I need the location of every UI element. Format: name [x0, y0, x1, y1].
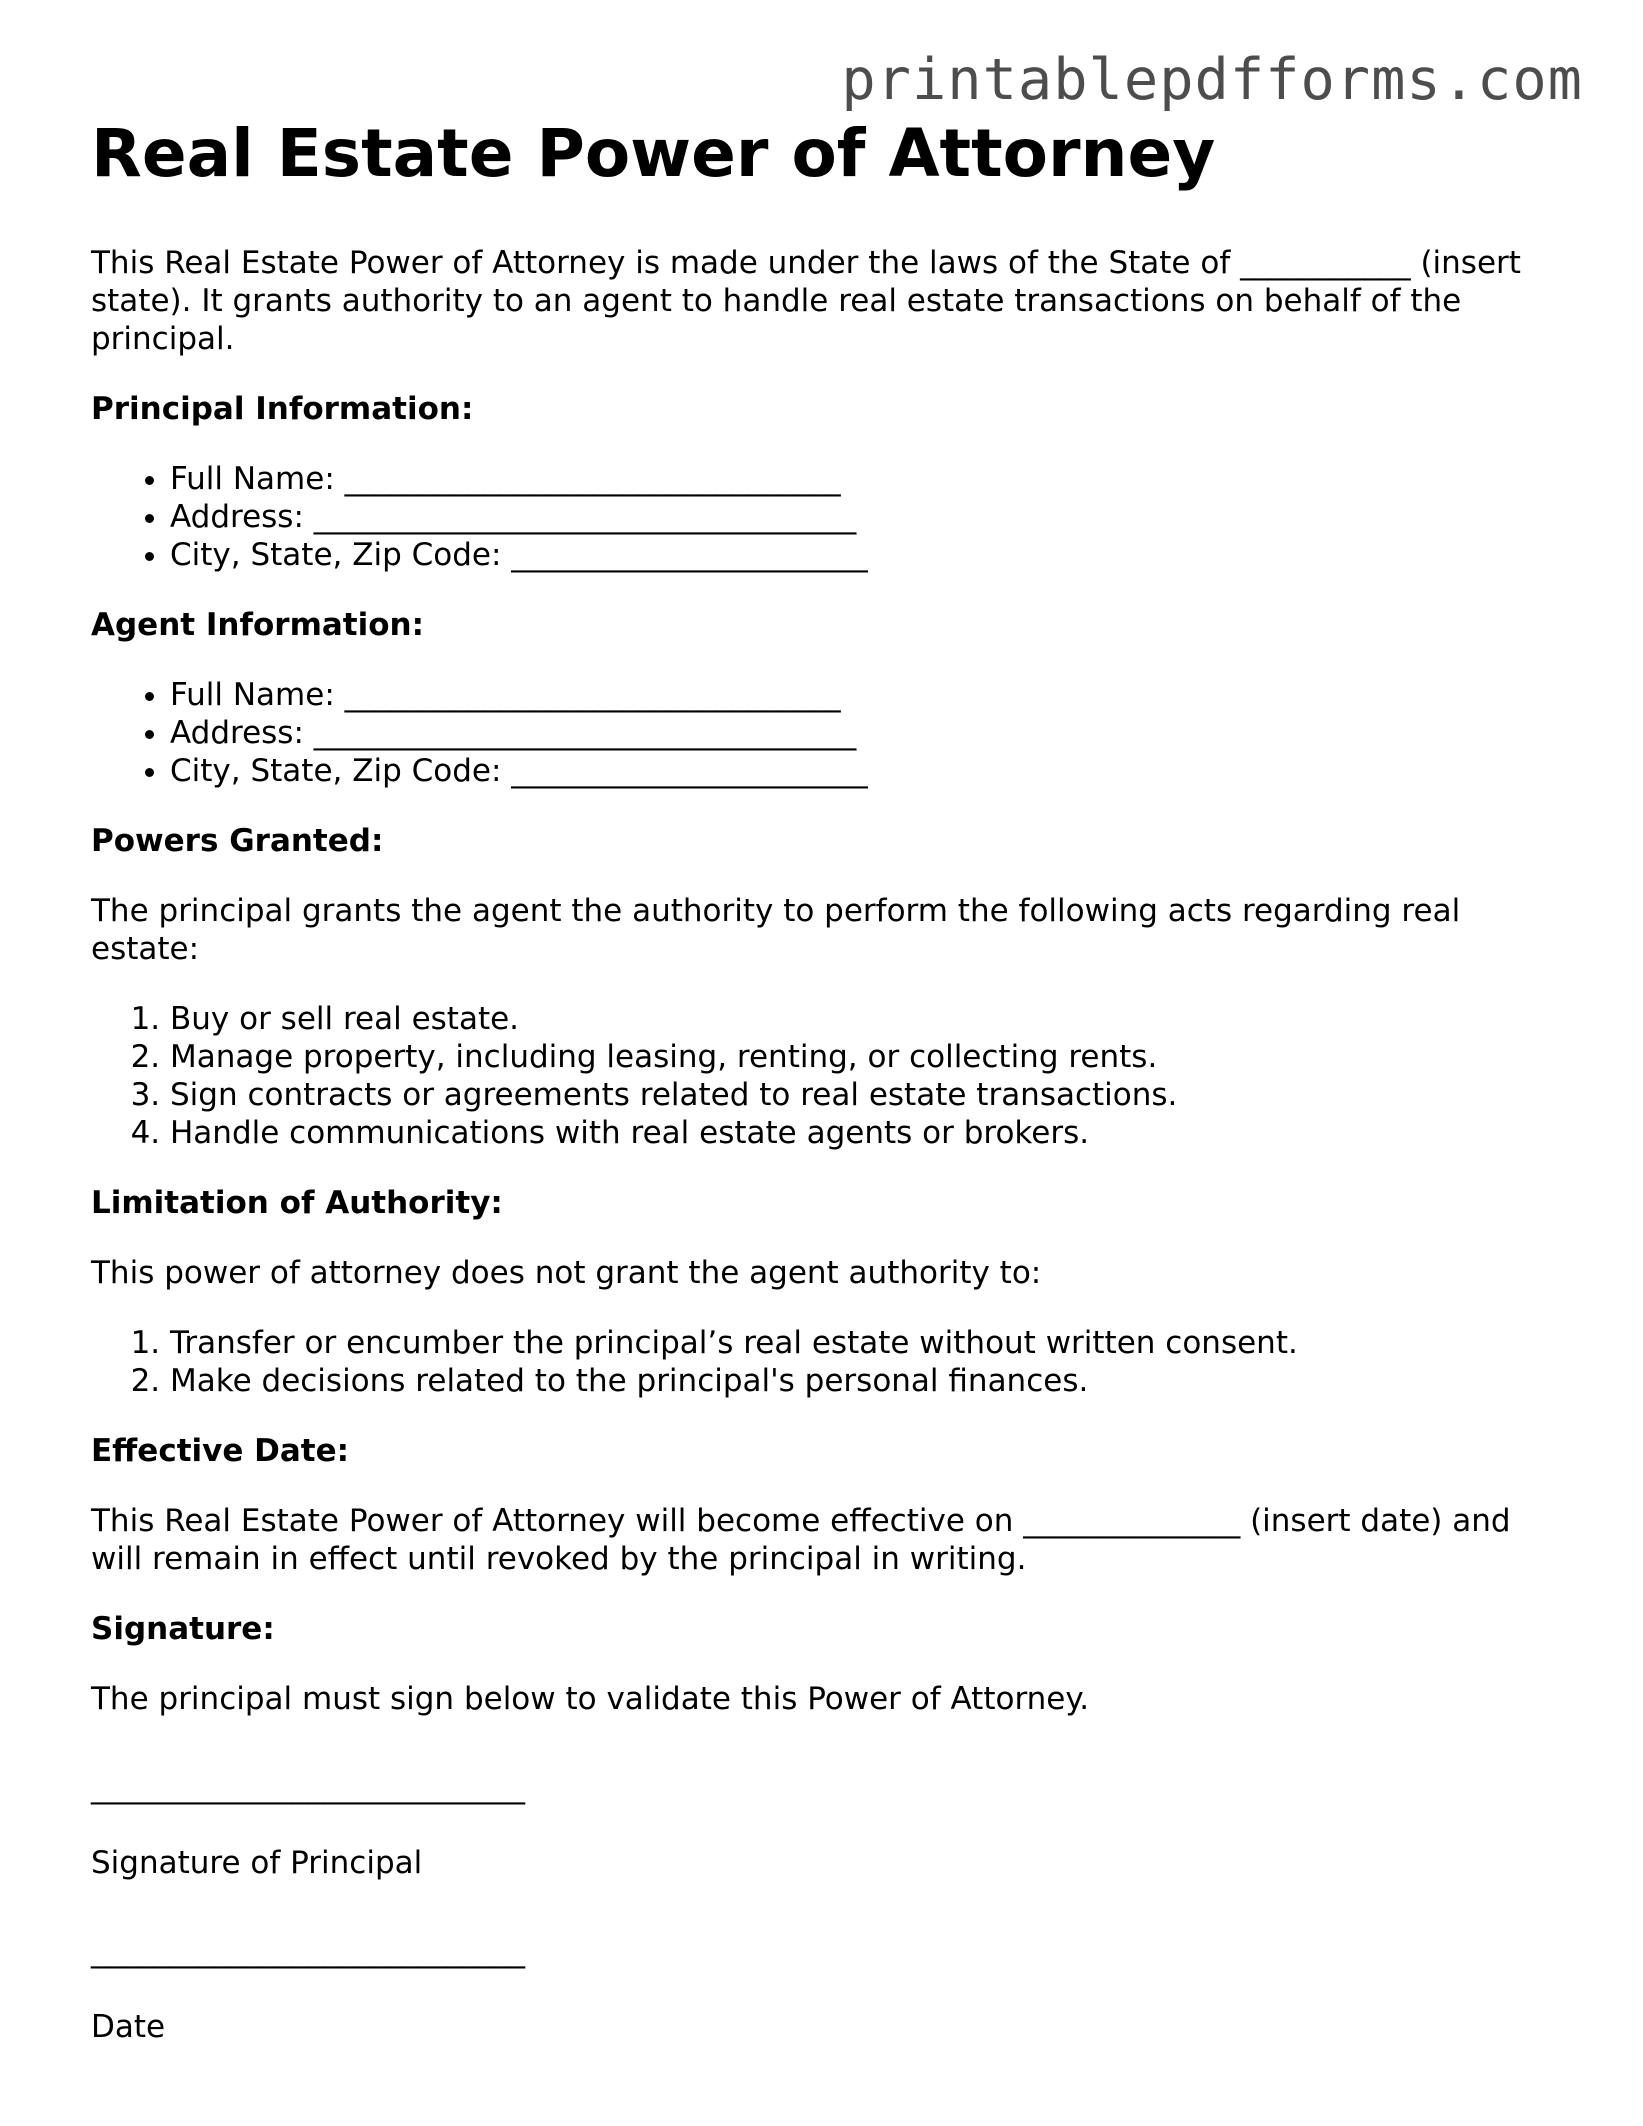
agent-city-state-zip: • City, State, Zip Code: _______________________	[170, 752, 1551, 790]
powers-heading: Powers Granted:	[91, 823, 384, 859]
powers-text: The principal grants the agent the authority to perform the following acts regarding real estate:	[91, 893, 1461, 967]
agent-list	[91, 676, 1551, 790]
power-item: 3. Sign contracts or agreements related to real estate transactions.	[170, 1076, 1551, 1114]
signature-line: ____________________________	[91, 1769, 525, 1805]
signature-label: Signature of Principal	[91, 1845, 423, 1881]
document-page	[91, 112, 1551, 2046]
agent-full-name: • Full Name: ________________________________	[170, 676, 1551, 714]
principal-heading: Principal Information:	[91, 391, 474, 427]
limitation-text: This power of attorney does not grant the agent authority to:	[91, 1255, 1042, 1291]
limitation-heading: Limitation of Authority:	[91, 1185, 503, 1221]
document-title: Real Estate Power of Attorney	[91, 115, 1216, 192]
principal-city-state-zip: • City, State, Zip Code: _______________________	[170, 536, 1551, 574]
power-item: 4. Handle communications with real estate agents or brokers.	[170, 1114, 1551, 1152]
limitation-item: 1. Transfer or encumber the principal’s real estate without written consent.	[170, 1324, 1551, 1362]
power-item: 1. Buy or sell real estate.	[170, 1000, 1551, 1038]
intro-paragraph: This Real Estate Power of Attorney is made under the laws of the State of ___________ (insert state). It grants authority to an agent to handle real estate transactions on behalf of the principal.	[91, 245, 1521, 357]
powers-list	[91, 1000, 1551, 1152]
limitation-item: 2. Make decisions related to the principal's personal finances.	[170, 1362, 1551, 1400]
power-item: 2. Manage property, including leasing, renting, or collecting rents.	[170, 1038, 1551, 1076]
signature-text: The principal must sign below to validate this Power of Attorney.	[91, 1681, 1090, 1717]
principal-full-name: • Full Name: ________________________________	[170, 460, 1551, 498]
watermark: printablepdfforms.com	[841, 47, 1583, 113]
principal-address: • Address: ___________________________________	[170, 498, 1551, 536]
signature-heading: Signature:	[91, 1611, 275, 1647]
date-line: ____________________________	[91, 1933, 525, 1969]
effective-heading: Effective Date:	[91, 1433, 350, 1469]
agent-heading: Agent Information:	[91, 607, 424, 643]
agent-address: • Address: ___________________________________	[170, 714, 1551, 752]
date-label: Date	[91, 2009, 166, 2045]
effective-text: This Real Estate Power of Attorney will become effective on ______________ (insert date) and will remain in effect until revoked by the principal in writing.	[91, 1503, 1511, 1577]
limitation-list	[91, 1324, 1551, 1400]
principal-list	[91, 460, 1551, 574]
